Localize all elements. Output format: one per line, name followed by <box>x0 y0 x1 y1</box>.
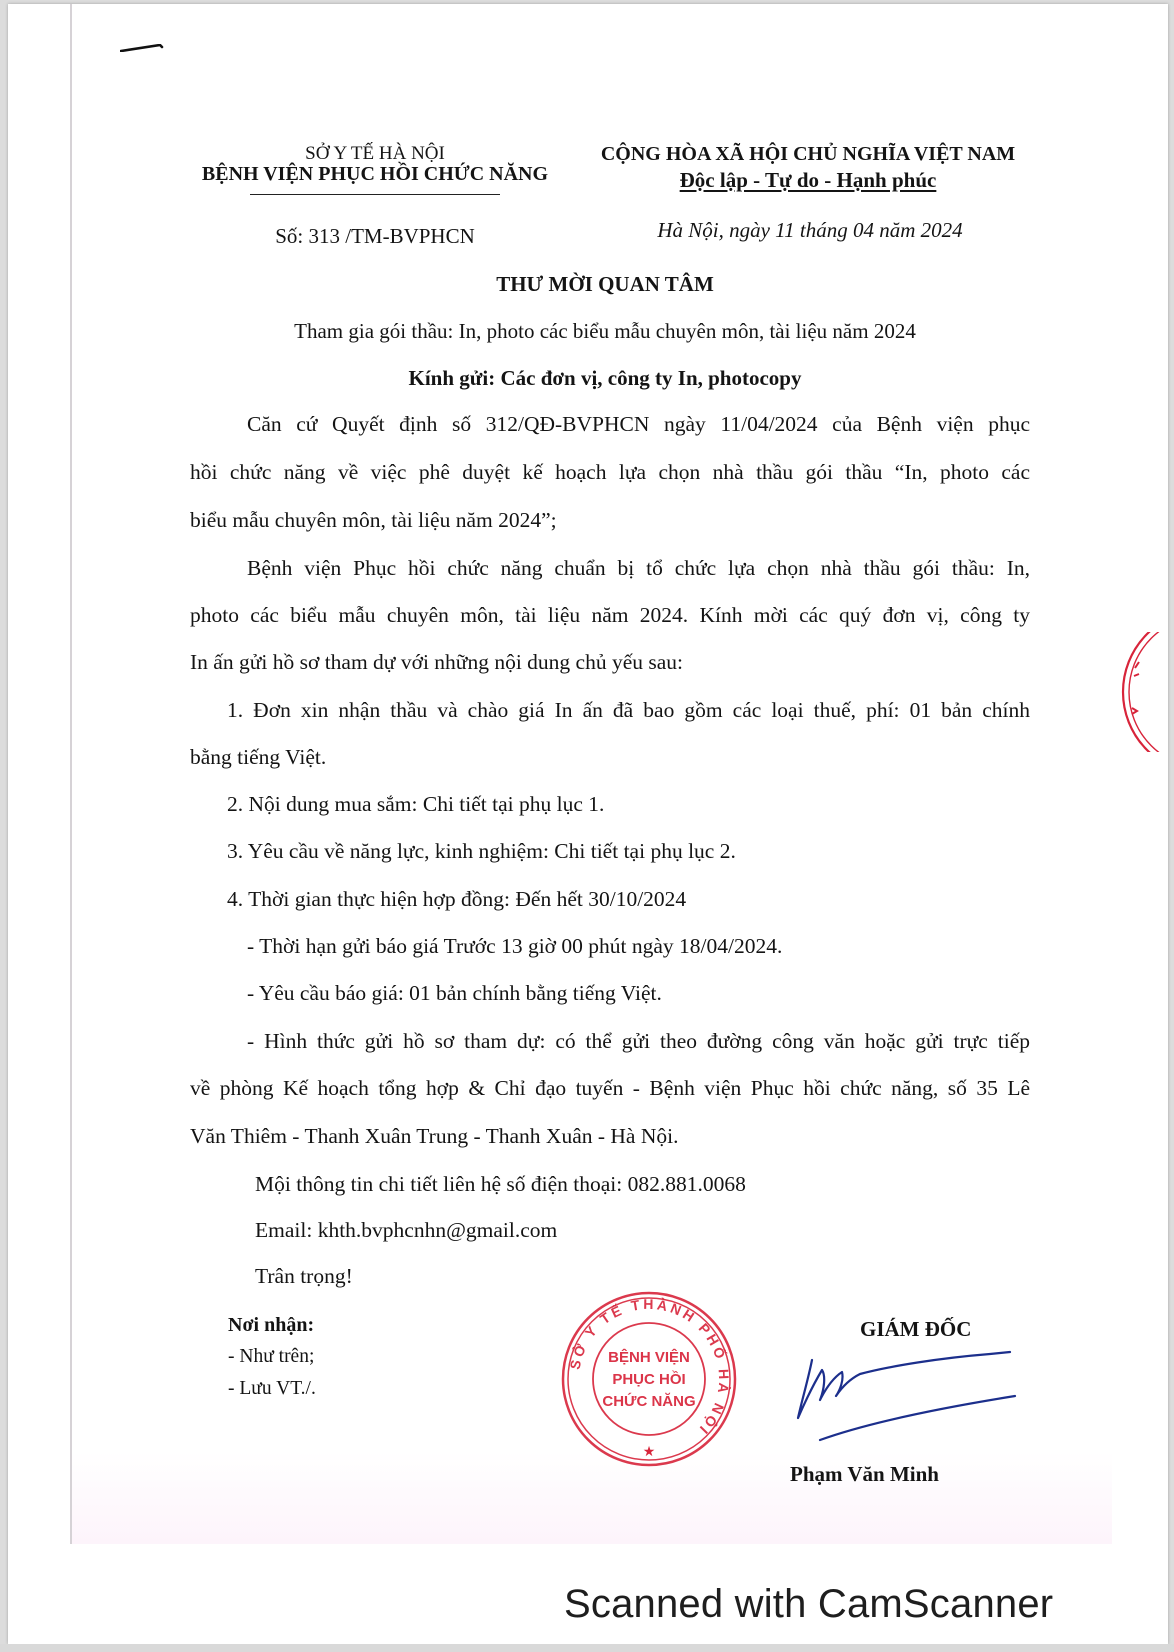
letter-title: THƯ MỜI QUAN TÂM <box>496 272 714 296</box>
stamp-line: PHỤC HỒI <box>612 1371 686 1388</box>
pen-mark <box>120 44 164 52</box>
letter-recipients: Kính gửi: Các đơn vị, công ty In, photocopy <box>408 366 802 390</box>
list-item: 4. Thời gian thực hiện hợp đồng: Đến hết 30/10/2024 <box>227 887 687 911</box>
recipients-label: Nơi nhận: <box>228 1314 315 1336</box>
camscanner-watermark: Scanned with CamScanner <box>564 1582 1054 1626</box>
recipients-item: - Lưu VT./. <box>228 1378 316 1399</box>
signer-name: Phạm Văn Minh <box>790 1462 939 1486</box>
sub-list-item: - Yêu cầu báo giá: 01 bản chính bằng tiếng Việt. <box>247 981 662 1005</box>
stamp-line: CHỨC NĂNG <box>602 1393 696 1410</box>
recipients-item: - Như trên; <box>228 1346 315 1367</box>
paragraph-line: Căn cứ Quyết định số 312/QĐ-BVPHCN ngày 11/04/2024 của Bệnh viện phục <box>247 412 1030 436</box>
list-item: 3. Yêu cầu về năng lực, kinh nghiệm: Chi tiết tại phụ lục 2. <box>227 839 736 863</box>
signer-title: GIÁM ĐỐC <box>860 1317 972 1341</box>
national-motto: Độc lập - Tự do - Hạnh phúc <box>679 168 937 192</box>
sub-list-item-continuation: Văn Thiêm - Thanh Xuân Trung - Thanh Xuân - Hà Nội. <box>190 1124 679 1148</box>
list-item-continuation: bằng tiếng Việt. <box>190 745 327 769</box>
organization-name: BỆNH VIỆN PHỤC HỒI CHỨC NĂNG <box>201 163 549 185</box>
agency-name: SỞ Y TẾ HÀ NỘI <box>305 143 445 164</box>
handwritten-signature <box>790 1340 1020 1460</box>
paragraph-line: Bệnh viện Phục hồi chức năng chuẩn bị tổ chức lựa chọn nhà thầu gói thầu: In, <box>247 556 1030 580</box>
page-bottom-edge <box>0 1644 1174 1652</box>
sub-list-item-continuation: về phòng Kế hoạch tổng hợp & Chỉ đạo tuyến - Bệnh viện Phục hồi chức năng, số 35 Lê <box>190 1076 1030 1100</box>
stamp-star-icon: ★ <box>642 1445 656 1460</box>
stamp-ring-text: SỞ Y TẾ THÀNH PHỐ HÀ NỘI <box>566 1295 733 1440</box>
organization-underline <box>250 194 500 195</box>
stamp-line: BỆNH VIỆN <box>608 1349 690 1366</box>
sub-list-item: - Thời hạn gửi báo giá Trước 13 giờ 00 phút ngày 18/04/2024. <box>247 934 783 958</box>
paragraph-line: photo các biểu mẫu chuyên môn, tài liệu năm 2024. Kính mời các quý đơn vị, công ty <box>190 603 1030 627</box>
country-name: CỘNG HÒA XÃ HỘI CHỦ NGHĨA VIỆT NAM <box>600 143 1016 165</box>
paragraph-line: hồi chức năng về việc phê duyệt kế hoạch lựa chọn nhà thầu gói thầu “In, photo các <box>190 460 1030 484</box>
letter-subject: Tham gia gói thầu: In, photo các biểu mẫu chuyên môn, tài liệu năm 2024 <box>294 319 916 343</box>
contact-phone: Mội thông tin chi tiết liên hệ số điện thoại: 082.881.0068 <box>255 1172 746 1196</box>
paragraph-line: In ấn gửi hồ sơ tham dự với những nội dung chủ yếu sau: <box>190 650 684 674</box>
list-item: 1. Đơn xin nhận thầu và chào giá In ấn đã bao gồm các loại thuế, phí: 01 bản chính <box>227 698 1030 722</box>
sub-list-item: - Hình thức gửi hồ sơ tham dự: có thể gửi theo đường công văn hoặc gửi trực tiếp <box>247 1029 1030 1053</box>
official-stamp <box>560 1290 738 1468</box>
contact-email: Email: khth.bvphcnhn@gmail.com <box>255 1218 558 1242</box>
partial-stamp <box>1120 632 1160 752</box>
document-date: Hà Nội, ngày 11 tháng 04 năm 2024 <box>657 218 963 242</box>
list-item: 2. Nội dung mua sắm: Chi tiết tại phụ lục 1. <box>227 792 605 816</box>
closing: Trân trọng! <box>255 1264 353 1288</box>
document-number: Số: 313 /TM-BVPHCN <box>275 224 475 248</box>
paragraph-line: biểu mẫu chuyên môn, tài liệu năm 2024”; <box>190 508 557 532</box>
